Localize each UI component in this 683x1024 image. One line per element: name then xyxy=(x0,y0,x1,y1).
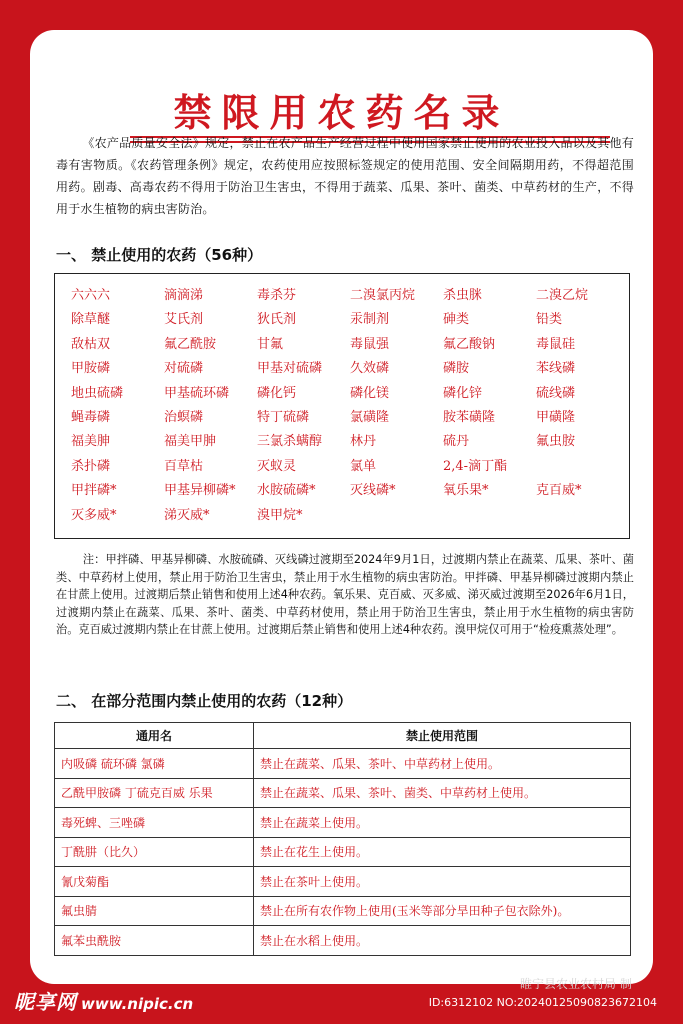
banned-item: 甘氟 xyxy=(257,336,284,352)
pesticide-name-cell: 毒死蜱、三唑磷 xyxy=(55,808,254,838)
banned-item: 甲基硫环磷 xyxy=(164,385,230,401)
banned-item: 硫线磷 xyxy=(536,385,576,401)
banned-item: 蝇毒磷 xyxy=(71,409,111,425)
banned-item: 灭线磷* xyxy=(350,483,396,499)
banned-item: 氯磺隆 xyxy=(350,409,390,425)
banned-item: 二溴乙烷 xyxy=(536,288,589,303)
banned-item: 狄氏剂 xyxy=(257,312,297,328)
banned-item: 苯线磷 xyxy=(536,361,576,377)
banned-item: 地虫硫磷 xyxy=(71,385,124,401)
col-name-header: 通用名 xyxy=(55,723,254,749)
banned-item: 杀虫脒 xyxy=(443,288,483,303)
scope-cell: 禁止在蔬菜、瓜果、茶叶、菌类、中草药材上使用。 xyxy=(254,778,631,808)
banned-item: 福美甲胂 xyxy=(164,434,217,450)
scope-cell: 禁止在水稻上使用。 xyxy=(254,926,631,956)
banned-item: 艾氏剂 xyxy=(164,312,204,328)
table-row xyxy=(55,926,631,956)
watermark-footer xyxy=(0,984,683,1024)
banned-item: 铅类 xyxy=(536,312,563,328)
banned-item: 治螟磷 xyxy=(164,409,204,425)
table-row xyxy=(55,896,631,926)
banned-item: 久效磷 xyxy=(350,361,390,377)
banned-pesticide-grid xyxy=(71,284,631,528)
table-row xyxy=(55,867,631,897)
banned-item: 甲拌磷* xyxy=(71,483,117,499)
banned-item: 磷化锌 xyxy=(443,385,483,401)
banned-item: 毒杀芬 xyxy=(257,288,297,303)
scope-cell: 禁止在茶叶上使用。 xyxy=(254,867,631,897)
banned-pesticide-box xyxy=(54,273,630,539)
banned-item: 甲胺磷 xyxy=(71,361,111,377)
pesticide-name-cell: 乙酰甲胺磷 丁硫克百威 乐果 xyxy=(55,778,254,808)
restricted-table xyxy=(54,722,631,956)
banned-item: 灭蚁灵 xyxy=(257,458,297,474)
banned-item: 毒鼠强 xyxy=(350,336,390,352)
scope-cell: 禁止在蔬菜上使用。 xyxy=(254,808,631,838)
banned-item: 林丹 xyxy=(350,434,377,450)
scope-cell: 禁止在花生上使用。 xyxy=(254,837,631,867)
scope-cell: 禁止在蔬菜、瓜果、茶叶、中草药材上使用。 xyxy=(254,749,631,779)
site-logo: 昵享网 www.nipic.cn xyxy=(14,990,194,1014)
pesticide-name-cell: 氟苯虫酰胺 xyxy=(55,926,254,956)
banned-item: 毒鼠硅 xyxy=(536,336,576,352)
banned-item: 三氯杀螨醇 xyxy=(257,434,323,450)
table-row xyxy=(55,778,631,808)
section1-heading: 一、 禁止使用的农药（56种） xyxy=(56,246,263,264)
banned-item: 涕灭威* xyxy=(164,507,210,523)
banned-item: 硫丹 xyxy=(443,434,470,450)
banned-item: 砷类 xyxy=(443,312,470,328)
banned-item: 磷化镁 xyxy=(350,385,390,401)
banned-item: 克百威* xyxy=(536,483,582,499)
banned-item: 氧乐果* xyxy=(443,483,489,499)
intro-paragraph: 《农产品质量安全法》规定，禁止在农产品生产经营过程中使用国家禁止使用的农业投入品以及其他有毒有害物质。《农药管理条例》规定，农药使用应按照标签规定的使用范围、安全间隔期用药，不得超范围用药。剧毒、高毒农药不得用于防治卫生害虫，不得用于蔬菜、瓜果、茶叶、菌类、中草药材的生产，不得用于水生植物的病虫害防治。 xyxy=(56,136,634,216)
pesticide-name-cell: 氟虫腈 xyxy=(55,896,254,926)
credit-text: 睢宁县农业农村局 制 xyxy=(520,977,632,991)
table-row xyxy=(55,808,631,838)
page-title: 禁限用农药名录 xyxy=(173,91,510,135)
image-id-line: ID:6312102 NO:20240125090823672104 xyxy=(428,996,657,1009)
banned-item: 氯单 xyxy=(350,458,377,474)
banned-item: 氟虫胺 xyxy=(536,434,576,450)
banned-item: 溴甲烷* xyxy=(257,507,303,523)
banned-item xyxy=(536,504,629,528)
banned-item: 甲磺隆 xyxy=(536,409,576,425)
section2-heading: 二、 在部分范围内禁止使用的农药（12种） xyxy=(56,692,353,710)
banned-item xyxy=(536,455,629,479)
banned-item: 二溴氯丙烷 xyxy=(350,288,416,303)
banned-item: 对硫磷 xyxy=(164,361,204,377)
table-row xyxy=(55,749,631,779)
banned-item: 2,4-滴丁酯 xyxy=(443,458,508,474)
banned-item: 甲基异柳磷* xyxy=(164,483,236,499)
col-scope-header: 禁止使用范围 xyxy=(254,723,631,749)
banned-item: 除草醚 xyxy=(71,312,111,328)
pesticide-name-cell: 氰戊菊酯 xyxy=(55,867,254,897)
banned-item: 福美胂 xyxy=(71,434,111,450)
table-header-row xyxy=(55,723,631,749)
site-url: www.nipic.cn xyxy=(81,995,194,1013)
banned-item: 特丁硫磷 xyxy=(257,409,310,425)
banned-item: 杀扑磷 xyxy=(71,458,111,474)
banned-item: 氟乙酰胺 xyxy=(164,336,217,352)
banned-item: 甲基对硫磷 xyxy=(257,361,323,377)
banned-item: 灭多威* xyxy=(71,507,117,523)
banned-item: 滴滴涕 xyxy=(164,288,204,303)
scope-cell: 禁止在所有农作物上使用(玉米等部分旱田种子包衣除外)。 xyxy=(254,896,631,926)
pesticide-name-cell: 内吸磷 硫环磷 氯磷 xyxy=(55,749,254,779)
transition-note: 注：甲拌磷、甲基异柳磷、水胺硫磷、灭线磷过渡期至2024年9月1日，过渡期内禁止在蔬菜、瓜果、茶叶、菌类、中草药材上使用，禁止用于防治卫生害虫，禁止用于水生植物的病虫害防治。甲拌磷、甲基异柳磷过渡期内禁止在甘蔗上使用。过渡期后禁止销售和使用上述4种农药。氧乐果、克百威、灭多威、涕灭威过渡期至2026年6月1日，过渡期内禁止在蔬菜、瓜果、茶叶、菌类、中草药材使用，禁止用于防治卫生害虫，禁止用于水生植物的病虫害防治。克百威过渡期内禁止在甘蔗上使用。过渡期后禁止销售和使用上述4种农药。溴甲烷仅可用于“检疫熏蒸处理”。 xyxy=(56,553,634,637)
banned-item: 氟乙酸钠 xyxy=(443,336,496,352)
banned-item xyxy=(350,504,443,528)
pesticide-name-cell: 丁酰肼（比久） xyxy=(55,837,254,867)
banned-item: 胺苯磺隆 xyxy=(443,409,496,425)
banned-item: 水胺硫磷* xyxy=(257,483,316,499)
banned-item: 汞制剂 xyxy=(350,312,390,328)
banned-item: 六六六 xyxy=(71,288,111,303)
banned-item: 敌枯双 xyxy=(71,336,111,352)
banned-item: 磷化钙 xyxy=(257,385,297,401)
banned-item: 磷胺 xyxy=(443,361,470,377)
table-row xyxy=(55,837,631,867)
banned-item xyxy=(443,504,536,528)
banned-item: 百草枯 xyxy=(164,458,204,474)
